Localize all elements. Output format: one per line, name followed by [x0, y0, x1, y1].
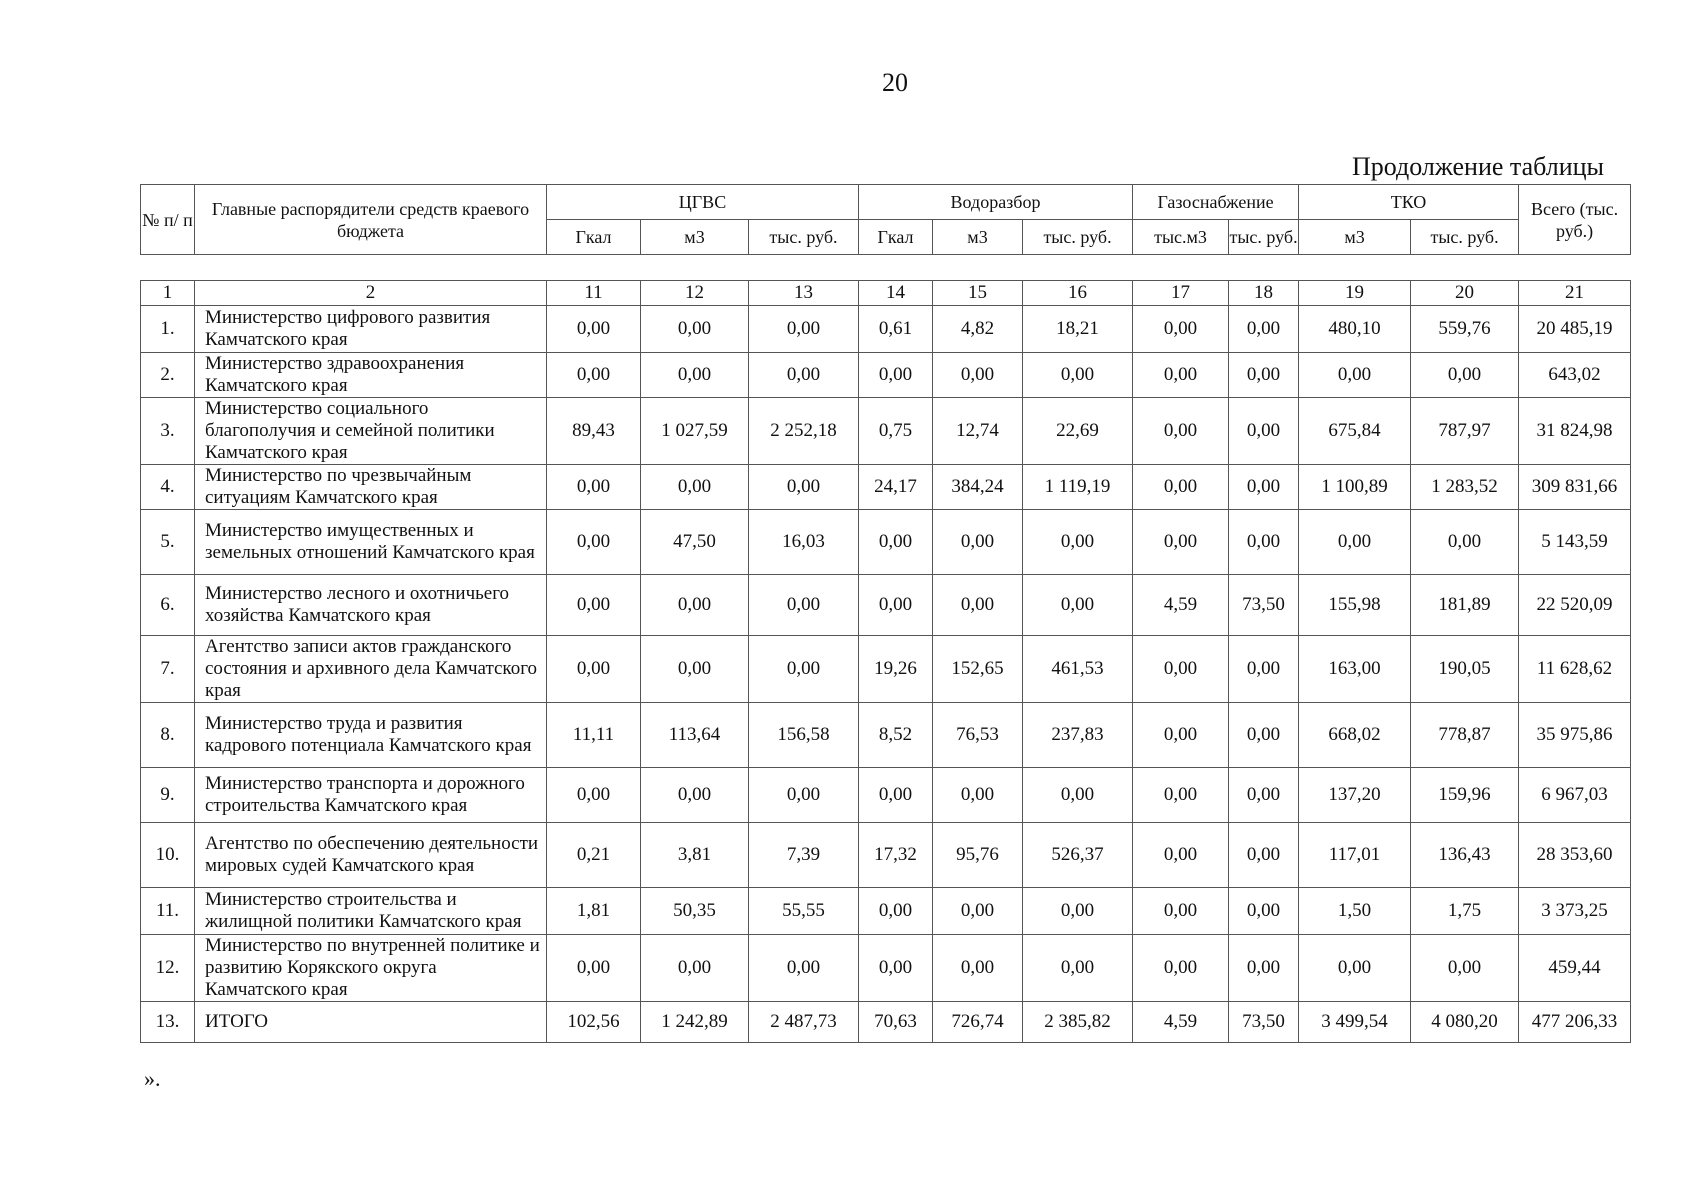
row-name: Министерство социального благополучия и семейной политики Камчатского края	[195, 398, 547, 465]
header-unit: м3	[1299, 220, 1411, 255]
header-group-tko: ТКО	[1299, 185, 1519, 220]
row-value: 7,39	[749, 823, 859, 888]
row-number: 6.	[141, 575, 195, 636]
row-value: 0,00	[1133, 306, 1229, 353]
row-value: 4,59	[1133, 1002, 1229, 1043]
closing-quote: ».	[144, 1066, 161, 1091]
column-numbers-row	[141, 281, 1631, 306]
row-value: 0,61	[859, 306, 933, 353]
row-value: 8,52	[859, 703, 933, 768]
row-value: 47,50	[641, 510, 749, 575]
row-value: 0,00	[641, 575, 749, 636]
row-value: 0,00	[1411, 353, 1519, 398]
row-value: 0,00	[933, 353, 1023, 398]
column-number: 12	[641, 281, 749, 306]
header-group-vodorazbor: Водоразбор	[859, 185, 1133, 220]
column-number: 15	[933, 281, 1023, 306]
row-value: 0,00	[1411, 935, 1519, 1002]
row-value: 0,00	[933, 510, 1023, 575]
row-value: 3 373,25	[1519, 888, 1631, 935]
header-unit: тыс. руб.	[1229, 220, 1299, 255]
row-value: 675,84	[1299, 398, 1411, 465]
header-group-gas: Газоснабжение	[1133, 185, 1299, 220]
row-value: 28 353,60	[1519, 823, 1631, 888]
column-number: 16	[1023, 281, 1133, 306]
row-value: 0,00	[749, 935, 859, 1002]
row-value: 0,00	[547, 353, 641, 398]
row-value: 0,00	[641, 636, 749, 703]
row-value: 113,64	[641, 703, 749, 768]
row-value: 35 975,86	[1519, 703, 1631, 768]
row-value: 0,00	[1133, 888, 1229, 935]
table-row	[141, 575, 1631, 636]
row-value: 0,00	[1133, 768, 1229, 823]
row-number: 3.	[141, 398, 195, 465]
row-value: 0,00	[1229, 703, 1299, 768]
row-number: 7.	[141, 636, 195, 703]
row-name: Министерство лесного и охотничьего хозяйства Камчатского края	[195, 575, 547, 636]
row-value: 0,00	[641, 465, 749, 510]
row-value: 668,02	[1299, 703, 1411, 768]
row-number: 9.	[141, 768, 195, 823]
row-value: 137,20	[1299, 768, 1411, 823]
row-value: 0,00	[1229, 465, 1299, 510]
column-number: 13	[749, 281, 859, 306]
row-name: Министерство имущественных и земельных отношений Камчатского края	[195, 510, 547, 575]
row-value: 0,00	[1023, 768, 1133, 823]
row-value: 643,02	[1519, 353, 1631, 398]
header-unit: м3	[933, 220, 1023, 255]
row-value: 778,87	[1411, 703, 1519, 768]
row-value: 0,00	[547, 465, 641, 510]
row-value: 16,03	[749, 510, 859, 575]
table-row	[141, 465, 1631, 510]
row-value: 0,00	[547, 768, 641, 823]
column-number: 17	[1133, 281, 1229, 306]
row-value: 0,00	[1133, 510, 1229, 575]
row-value: 31 824,98	[1519, 398, 1631, 465]
column-number: 14	[859, 281, 933, 306]
row-value: 0,00	[859, 575, 933, 636]
row-value: 19,26	[859, 636, 933, 703]
row-value: 0,00	[1133, 703, 1229, 768]
column-number: 19	[1299, 281, 1411, 306]
row-value: 0,00	[1023, 575, 1133, 636]
row-value: 95,76	[933, 823, 1023, 888]
row-value: 2 252,18	[749, 398, 859, 465]
table-header	[140, 184, 1631, 255]
column-number: 18	[1229, 281, 1299, 306]
row-value: 102,56	[547, 1002, 641, 1043]
row-value: 0,00	[1133, 398, 1229, 465]
row-value: 787,97	[1411, 398, 1519, 465]
column-number: 21	[1519, 281, 1631, 306]
table-continuation-caption: Продолжение таблицы	[1352, 152, 1604, 181]
row-value: 0,21	[547, 823, 641, 888]
row-name: ИТОГО	[195, 1002, 547, 1043]
header-total: Всего (тыс. руб.)	[1519, 185, 1631, 255]
row-name: Министерство здравоохранения Камчатского края	[195, 353, 547, 398]
row-value: 190,05	[1411, 636, 1519, 703]
row-number: 12.	[141, 935, 195, 1002]
row-name: Министерство по чрезвычайным ситуациям Камчатского края	[195, 465, 547, 510]
row-value: 0,00	[749, 465, 859, 510]
row-value: 0,00	[1229, 636, 1299, 703]
row-value: 0,00	[1133, 353, 1229, 398]
row-value: 237,83	[1023, 703, 1133, 768]
row-value: 11,11	[547, 703, 641, 768]
row-name: Министерство труда и развития кадрового потенциала Камчатского края	[195, 703, 547, 768]
column-number: 2	[195, 281, 547, 306]
table-row	[141, 398, 1631, 465]
row-number: 11.	[141, 888, 195, 935]
row-number: 8.	[141, 703, 195, 768]
row-value: 0,00	[1229, 510, 1299, 575]
header-unit: Гкал	[859, 220, 933, 255]
row-value: 0,00	[641, 935, 749, 1002]
header-unit: м3	[641, 220, 749, 255]
row-value: 0,00	[933, 888, 1023, 935]
row-value: 559,76	[1411, 306, 1519, 353]
row-value: 0,00	[749, 575, 859, 636]
row-name: Министерство транспорта и дорожного строительства Камчатского края	[195, 768, 547, 823]
row-value: 1 242,89	[641, 1002, 749, 1043]
row-value: 152,65	[933, 636, 1023, 703]
row-value: 0,00	[1229, 768, 1299, 823]
row-number: 13.	[141, 1002, 195, 1043]
row-value: 156,58	[749, 703, 859, 768]
header-unit: тыс. руб.	[1023, 220, 1133, 255]
row-name: Министерство строительства и жилищной политики Камчатского края	[195, 888, 547, 935]
row-value: 24,17	[859, 465, 933, 510]
row-value: 3,81	[641, 823, 749, 888]
table-row	[141, 510, 1631, 575]
column-number: 20	[1411, 281, 1519, 306]
row-value: 1 119,19	[1023, 465, 1133, 510]
row-value: 0,00	[1229, 888, 1299, 935]
row-value: 1,75	[1411, 888, 1519, 935]
row-value: 0,00	[933, 935, 1023, 1002]
row-number: 10.	[141, 823, 195, 888]
row-value: 0,00	[859, 353, 933, 398]
row-value: 12,74	[933, 398, 1023, 465]
row-value: 477 206,33	[1519, 1002, 1631, 1043]
row-value: 1 100,89	[1299, 465, 1411, 510]
table-row	[141, 306, 1631, 353]
row-value: 1 283,52	[1411, 465, 1519, 510]
row-name: Агентство записи актов гражданского состояния и архивного дела Камчатского края	[195, 636, 547, 703]
row-number: 4.	[141, 465, 195, 510]
row-value: 0,00	[547, 575, 641, 636]
row-value: 89,43	[547, 398, 641, 465]
row-value: 70,63	[859, 1002, 933, 1043]
row-value: 0,00	[1133, 465, 1229, 510]
row-value: 73,50	[1229, 575, 1299, 636]
row-number: 1.	[141, 306, 195, 353]
row-value: 0,00	[1133, 823, 1229, 888]
row-value: 136,43	[1411, 823, 1519, 888]
row-value: 18,21	[1023, 306, 1133, 353]
row-value: 0,00	[1023, 888, 1133, 935]
table-row	[141, 636, 1631, 703]
page-number: 20	[882, 68, 908, 97]
row-number: 5.	[141, 510, 195, 575]
row-value: 50,35	[641, 888, 749, 935]
header-name: Главные распорядители средств краевого бюджета	[195, 185, 547, 255]
row-value: 0,00	[641, 306, 749, 353]
row-value: 3 499,54	[1299, 1002, 1411, 1043]
header-unit: тыс. руб.	[1411, 220, 1519, 255]
row-value: 163,00	[1299, 636, 1411, 703]
row-value: 4 080,20	[1411, 1002, 1519, 1043]
row-name: Министерство цифрового развития Камчатского края	[195, 306, 547, 353]
header-group-cgvs: ЦГВС	[547, 185, 859, 220]
row-value: 0,00	[547, 306, 641, 353]
row-value: 5 143,59	[1519, 510, 1631, 575]
row-value: 0,00	[641, 768, 749, 823]
row-value: 0,00	[547, 510, 641, 575]
row-value: 526,37	[1023, 823, 1133, 888]
row-value: 309 831,66	[1519, 465, 1631, 510]
row-value: 0,00	[749, 636, 859, 703]
table-row	[141, 768, 1631, 823]
row-value: 2 385,82	[1023, 1002, 1133, 1043]
row-value: 384,24	[933, 465, 1023, 510]
row-value: 461,53	[1023, 636, 1133, 703]
header-unit: Гкал	[547, 220, 641, 255]
row-value: 17,32	[859, 823, 933, 888]
row-value: 2 487,73	[749, 1002, 859, 1043]
row-value: 0,00	[749, 768, 859, 823]
row-value: 0,00	[1133, 636, 1229, 703]
row-value: 0,00	[1229, 935, 1299, 1002]
row-value: 76,53	[933, 703, 1023, 768]
row-value: 0,00	[749, 306, 859, 353]
row-value: 1,81	[547, 888, 641, 935]
row-value: 0,00	[1229, 306, 1299, 353]
row-value: 0,00	[547, 636, 641, 703]
row-value: 117,01	[1299, 823, 1411, 888]
row-name: Агентство по обеспечению деятельности мировых судей Камчатского края	[195, 823, 547, 888]
row-value: 181,89	[1411, 575, 1519, 636]
table-row	[141, 703, 1631, 768]
table-row	[141, 823, 1631, 888]
row-value: 726,74	[933, 1002, 1023, 1043]
row-value: 0,00	[547, 935, 641, 1002]
header-num: № п/ п	[141, 185, 195, 255]
row-value: 0,00	[859, 888, 933, 935]
row-value: 0,00	[859, 768, 933, 823]
row-value: 6 967,03	[1519, 768, 1631, 823]
row-value: 4,82	[933, 306, 1023, 353]
row-value: 0,00	[1023, 935, 1133, 1002]
row-value: 0,00	[933, 575, 1023, 636]
row-value: 1 027,59	[641, 398, 749, 465]
row-value: 4,59	[1133, 575, 1229, 636]
data-table	[140, 280, 1631, 1043]
row-value: 0,00	[1229, 353, 1299, 398]
row-value: 20 485,19	[1519, 306, 1631, 353]
row-value: 1,50	[1299, 888, 1411, 935]
row-value: 0,75	[859, 398, 933, 465]
row-number: 2.	[141, 353, 195, 398]
row-value: 55,55	[749, 888, 859, 935]
row-value: 73,50	[1229, 1002, 1299, 1043]
row-value: 155,98	[1299, 575, 1411, 636]
row-value: 0,00	[749, 353, 859, 398]
row-value: 0,00	[1411, 510, 1519, 575]
table-row	[141, 935, 1631, 1002]
row-value: 0,00	[1133, 935, 1229, 1002]
column-number: 1	[141, 281, 195, 306]
row-value: 480,10	[1299, 306, 1411, 353]
row-value: 159,96	[1411, 768, 1519, 823]
row-value: 0,00	[1299, 935, 1411, 1002]
table-row	[141, 888, 1631, 935]
row-value: 0,00	[1299, 353, 1411, 398]
row-value: 0,00	[859, 510, 933, 575]
row-value: 22,69	[1023, 398, 1133, 465]
row-value: 0,00	[1229, 823, 1299, 888]
row-name: Министерство по внутренней политике и развитию Корякского округа Камчатского края	[195, 935, 547, 1002]
row-value: 459,44	[1519, 935, 1631, 1002]
table-row	[141, 1002, 1631, 1043]
row-value: 0,00	[933, 768, 1023, 823]
row-value: 0,00	[1023, 510, 1133, 575]
row-value: 11 628,62	[1519, 636, 1631, 703]
header-unit: тыс. руб.	[749, 220, 859, 255]
column-number: 11	[547, 281, 641, 306]
row-value: 0,00	[859, 935, 933, 1002]
row-value: 0,00	[641, 353, 749, 398]
row-value: 0,00	[1023, 353, 1133, 398]
row-value: 0,00	[1299, 510, 1411, 575]
table-row	[141, 353, 1631, 398]
header-unit: тыс.м3	[1133, 220, 1229, 255]
row-value: 22 520,09	[1519, 575, 1631, 636]
row-value: 0,00	[1229, 398, 1299, 465]
